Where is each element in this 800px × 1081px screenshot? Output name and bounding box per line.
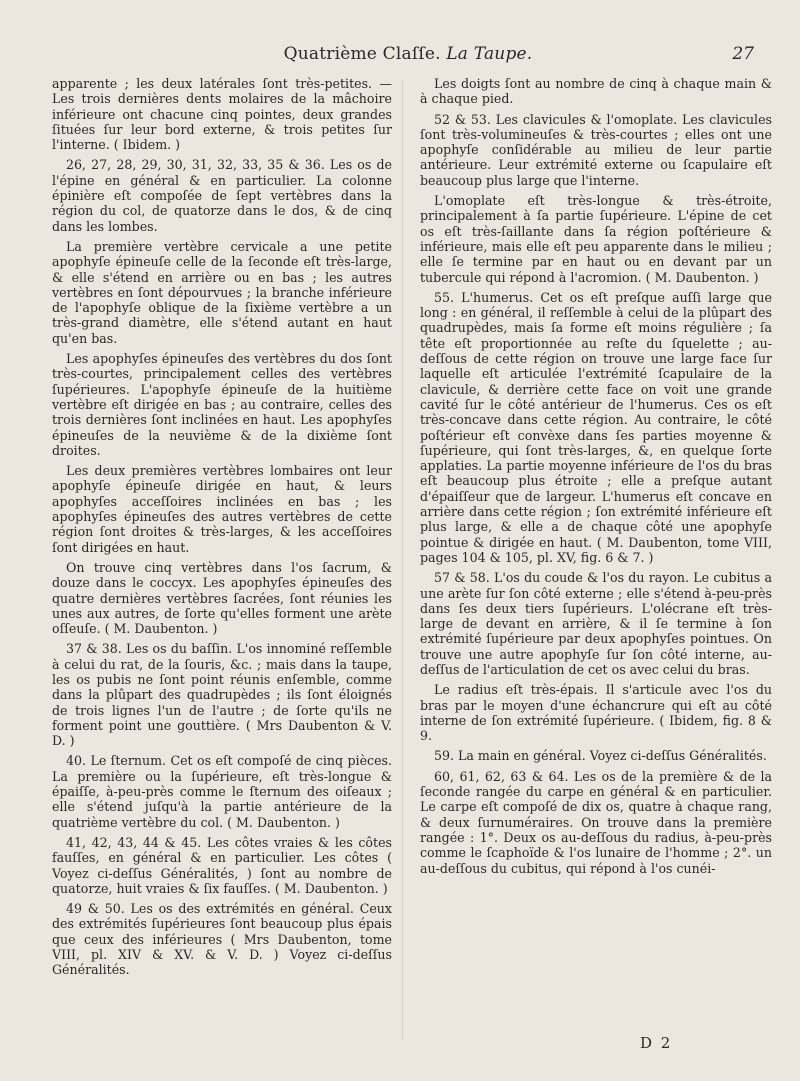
running-head	[56, 44, 760, 64]
page-number: 27	[732, 44, 754, 64]
paragraph: 55. L'humerus. Cet os eſt preſque auſſi large que long : en général, il reſſemble à celui de la plûpart des quadrupèdes, mais ſa forme eſt moins régulière ; ſa tête eſt proportionnée au reſte du ſquelette ; au-deſſous de cette région on trouve une large face ſur laquelle eſt articulée l'extrémité ſcapulaire de la clavicule, & derrière cette face on voit une grande cavité ſur le côté antérieur de l'humerus. Ces os eſt très-concave dans cette région. Au contraire, le côté poſtérieur eſt convèxe dans ſes parties moyenne & ſupérieure, qui ſont très-larges, &, en quelque ſorte applaties. La partie moyenne inférieure de l'os du bras eſt beaucoup plus étroite ; elle a preſque autant d'épaiſſeur que de largeur. L'humerus eſt concave en arrière dans cette région ; ſon extrémité inférieure eſt plus large, & elle a de chaque côté une apophyſe pointue & dirigée en haut. ( M. Daubenton, tome VIII, pages 104 & 105, pl. XV, fig. 6 & 7. )	[420, 289, 772, 565]
column-gutter	[402, 80, 403, 1040]
signature-mark: D 2	[640, 1034, 673, 1052]
paragraph: La première vertèbre cervicale a une petite apophyſe épineuſe celle de la ſeconde eſt très-large, & elle s'étend en arrière ou en bas ; les autres vertèbres en ſont dépourvues ; la branche inférieure de l'apophyſe oblique de la ſixième vertèbre a un très-grand diamètre, elle s'étend autant en haut qu'en bas.	[52, 238, 392, 346]
paragraph: 37 & 38. Les os du baſſin. L'os innominé reſſemble à celui du rat, de la ſouris, &c. ; mais dans la taupe, les os pubis ne ſont point réunis enſemble, comme dans la plûpart des quadrupèdes ; ils ſont éloignés de trois lignes l'un de l'autre ; de ſorte qu'ils ne forment point une gouttière. ( Mrs Daubenton & V. D. )	[52, 641, 392, 749]
paragraph: apparente ; les deux latérales ſont très-petites. — Les trois dernières dents molaires de la mâchoire inférieure ont chacune cinq pointes, deux grandes ſituées ſur leur bord externe, & trois petites ſur l'interne. ( Ibidem. )	[52, 76, 392, 153]
paragraph: Les apophyſes épineuſes des vertèbres du dos ſont très-courtes, principalement celles des vertèbres ſupérieures. L'apophyſe épineuſe de la huitième vertèbre eſt dirigée en bas ; au contraire, celles des trois dernières ſont inclinées en haut. Les apophyſes épineuſes de la neuvième & de la dixième ſont droites.	[52, 351, 392, 458]
paragraph: Le radius eſt très-épais. Il s'articule avec l'os du bras par le moyen d'une échancrure qui eſt au côté interne de ſon extrémité ſupérieure. ( Ibidem, fig. 8 & 9.	[420, 682, 772, 744]
paragraph: 26, 27, 28, 29, 30, 31, 32, 33, 35 & 36. Les os de l'épine en général & en particulier. La colonne épinière eſt compoſée de ſept vertèbres dans la région du col, de quatorze dans le dos, & de cinq dans les lombes.	[52, 157, 392, 234]
paragraph: L'omoplate eſt très-longue & très-étroite, principalement à ſa partie ſupérieure. L'épine de cet os eſt très-ſaillante dans ſa région poſtérieure & inférieure, mais elle eſt peu apparente dans le milieu ; elle ſe termine par en haut ou en devant par un tubercule qui répond à l'acromion. ( M. Daubenton. )	[420, 193, 772, 285]
paragraph: 59. La main en général. Voyez ci-deſſus Généralités.	[434, 748, 767, 764]
paragraph: Les deux premières vertèbres lombaires ont leur apophyſe épineuſe dirigée en haut, & leurs apophyſes acceſſoires inclinées en bas ; les apophyſes épineuſes des autres vertèbres de cette région ſont droites & très-larges, & les acceſſoires ſont dirigées en haut.	[52, 463, 392, 555]
paragraph: 52 & 53. Les clavicules & l'omoplate. Les clavicules ſont très-volumineuſes & très-courtes ; elles ont une apophyſe conſidérable au milieu de leur partie antérieure. Leur extrémité externe ou ſcapulaire eſt beaucoup plus large que l'interne.	[420, 111, 772, 188]
paragraph: 57 & 58. L'os du coude & l'os du rayon. Le cubitus a une arète ſur ſon côté externe ; elle s'étend à-peu-près dans ſes deux tiers ſupérieurs. L'olécrane eſt très-large de devant en arrière, & il ſe termine à ſon extrémité ſupérieure par deux apophyſes pointues. On trouve une autre apophyſe ſur ſon côté interne, au-deſſus de l'articulation de cet os avec celui du bras.	[420, 570, 772, 677]
paragraph: On trouve cinq vertèbres dans l'os ſacrum, & douze dans le coccyx. Les apophyſes épineuſes des quatre dernières vertèbres ſacrées, ſont réunies les unes aux autres, de ſorte qu'elles forment une arète oſſeuſe. ( M. Daubenton. )	[52, 559, 392, 637]
right-column	[420, 76, 772, 881]
paragraph: Les doigts ſont au nombre de cinq à chaque main & à chaque pied.	[420, 76, 772, 107]
paragraph: 40. Le ſternum. Cet os eſt compoſé de cinq pièces. La première ou la ſupérieure, eſt très-longue & épaiſſe, à-peu-près comme le ſternum des oiſeaux ; elle s'étend juſqu'à la partie antérieure de la quatrième vertèbre du col. ( M. Daubenton. )	[52, 753, 392, 830]
left-column	[52, 76, 392, 983]
running-title-italic: La Taupe.	[446, 44, 533, 64]
running-title: Quatrième Claſſe.	[283, 44, 441, 64]
page-header	[56, 44, 760, 68]
paragraph: 41, 42, 43, 44 & 45. Les côtes vraies & les côtes fauſſes, en général & en particulier. Les côtes ( Voyez ci-deſſus Généralités, ) ſont au nombre de quatorze, huit vraies & ſix fauſſes. ( M. Daubenton. )	[52, 834, 392, 896]
paragraph: 49 & 50. Les os des extrémités en général. Ceux des extrémités ſupérieures ſont beaucoup plus épais que ceux des inférieures ( Mrs Daubenton, tome VIII, pl. XIV & XV. & V. D. ) Voyez ci-deſſus Généralités.	[52, 901, 392, 978]
paragraph: 60, 61, 62, 63 & 64. Les os de la première & de la ſeconde rangée du carpe en général & en particulier. Le carpe eſt compoſé de dix os, quatre à chaque rang, & deux ſurnuméraires. On trouve dans la première rangée : 1°. Deux os au-deſſous du radius, à-peu-près comme le ſcaphoïde & l'os lunaire de l'homme ; 2°. un au-deſſous du cubitus, qui répond à l'os cunéi-	[420, 768, 772, 876]
